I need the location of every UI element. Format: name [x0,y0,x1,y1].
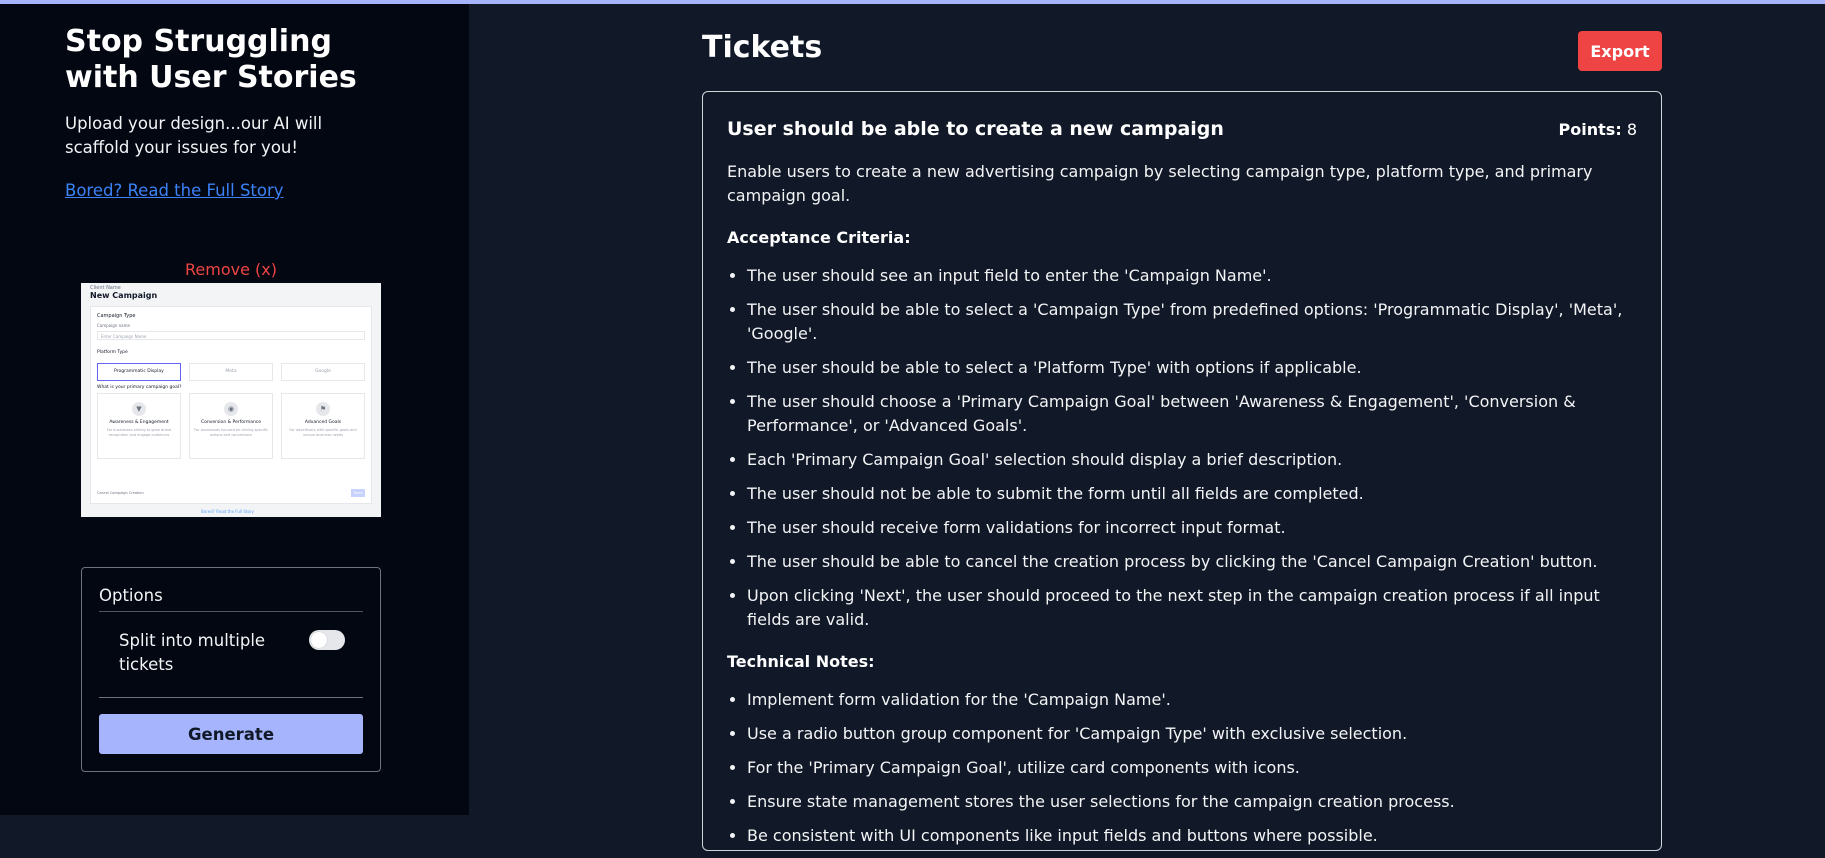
export-button[interactable]: Export [1578,31,1662,71]
list-item: • The user should receive form validations for incorrect input format. [747,516,1637,540]
preview-goal-title: Conversion & Performance [200,420,262,425]
preview-goal-desc: For advertisers with specific goals and unique business needs [289,428,357,437]
split-tickets-label: Split into multiple tickets [119,631,266,674]
preview-form-card [90,306,372,504]
ticket-points [1559,120,1637,139]
list-item: • Implement form validation for the 'Campaign Name'. [747,688,1637,712]
preview-goal-awareness [97,393,181,459]
list-item: • The user should be able to select a 'Campaign Type' from predefined options: 'Programmatic Display', 'Meta', 'Google'. [747,298,1637,346]
ticket-title: User should be able to create a new campaign [727,118,1224,140]
flag-icon: ⚑ [316,402,330,416]
list-item: • The user should choose a 'Primary Campaign Goal' between 'Awareness & Engagement', 'Conversion & Performance', or 'Advanced Goals'. [747,390,1637,438]
options-panel [81,567,381,772]
sidebar [0,4,469,815]
list-item: • The user should be able to select a 'Platform Type' with options if applicable. [747,356,1637,380]
funnel-icon: ▼ [132,402,146,416]
preview-footer-link: Bored? Read the Full Story [201,509,254,514]
technical-heading: Technical Notes: [727,652,875,671]
list-item: • Each 'Primary Campaign Goal' selection should display a brief description. [747,448,1637,472]
hero-subtitle: Upload your design...our AI will scaffold your issues for you! [65,114,323,157]
preview-breadcrumb: Client Name [90,285,121,291]
acceptance-list [727,264,1637,632]
preview-goal-title: Awareness & Engagement [109,420,169,425]
points-value: 8 [1626,120,1637,139]
list-item: • Ensure state management stores the user selections for the campaign creation process. [747,790,1637,814]
toggle-knob [311,632,327,648]
preview-cancel-link: Cancel Campaign Creation [97,491,144,495]
preview-goal-question: What is your primary campaign goal? [97,385,182,390]
list-item: • Use a radio button group component for 'Campaign Type' with exclusive selection. [747,722,1637,746]
ticket-card [702,91,1662,851]
preview-goal-title: Advanced Goals [304,420,342,425]
list-item: • Be consistent with UI components like input fields and buttons where possible. [747,824,1637,848]
uploaded-design-preview [81,283,381,517]
preview-next-button: Next [351,489,365,497]
ticket-description: Enable users to create a new advertising campaign by selecting campaign type, platform type, and primary campaign goal. [727,162,1593,205]
preview-section-platform: Platform Type [97,350,128,355]
ticket-body [727,160,1637,858]
page-title: Tickets [702,30,823,65]
preview-goal-advanced [281,393,365,459]
preview-goal-desc: For businesses aiming to grow brand recognition and engage audiences [106,428,172,437]
options-divider [99,697,363,698]
preview-platform-programmatic: Programmatic Display [97,363,181,381]
preview-goal-desc: For businesses focused on driving specific actions and conversions [194,428,268,437]
list-item: • The user should be able to cancel the creation process by clicking the 'Cancel Campaign Creation' button. [747,550,1637,574]
preview-name-input: Enter Campaign Name [97,331,365,340]
hero-title: Stop Struggling with User Stories [65,24,357,95]
target-icon: ◉ [224,402,238,416]
preview-name-label: Campaign name [97,323,130,328]
preview-platform-google: Google [281,363,365,381]
list-item: • For the 'Primary Campaign Goal', utilize card components with icons. [747,756,1637,780]
preview-platform-meta: Meta [189,363,273,381]
list-item: • The user should not be able to submit the form until all fields are completed. [747,482,1637,506]
preview-section-campaign-type: Campaign Type [97,313,136,319]
options-title: Options [99,586,363,612]
generate-button[interactable]: Generate [99,714,363,754]
points-label: Points: [1558,120,1622,139]
technical-list [727,688,1637,848]
list-item: • The user should see an input field to enter the 'Campaign Name'. [747,264,1637,288]
preview-title: New Campaign [90,291,158,300]
split-tickets-toggle[interactable] [309,630,345,650]
read-full-story-link[interactable]: Bored? Read the Full Story [65,181,284,200]
list-item: • Upon clicking 'Next', the user should proceed to the next step in the campaign creation process if all input fields are valid. [747,584,1637,632]
acceptance-heading: Acceptance Criteria: [727,228,911,247]
preview-goal-conversion [189,393,273,459]
remove-image-link[interactable]: Remove (x) [185,260,277,279]
